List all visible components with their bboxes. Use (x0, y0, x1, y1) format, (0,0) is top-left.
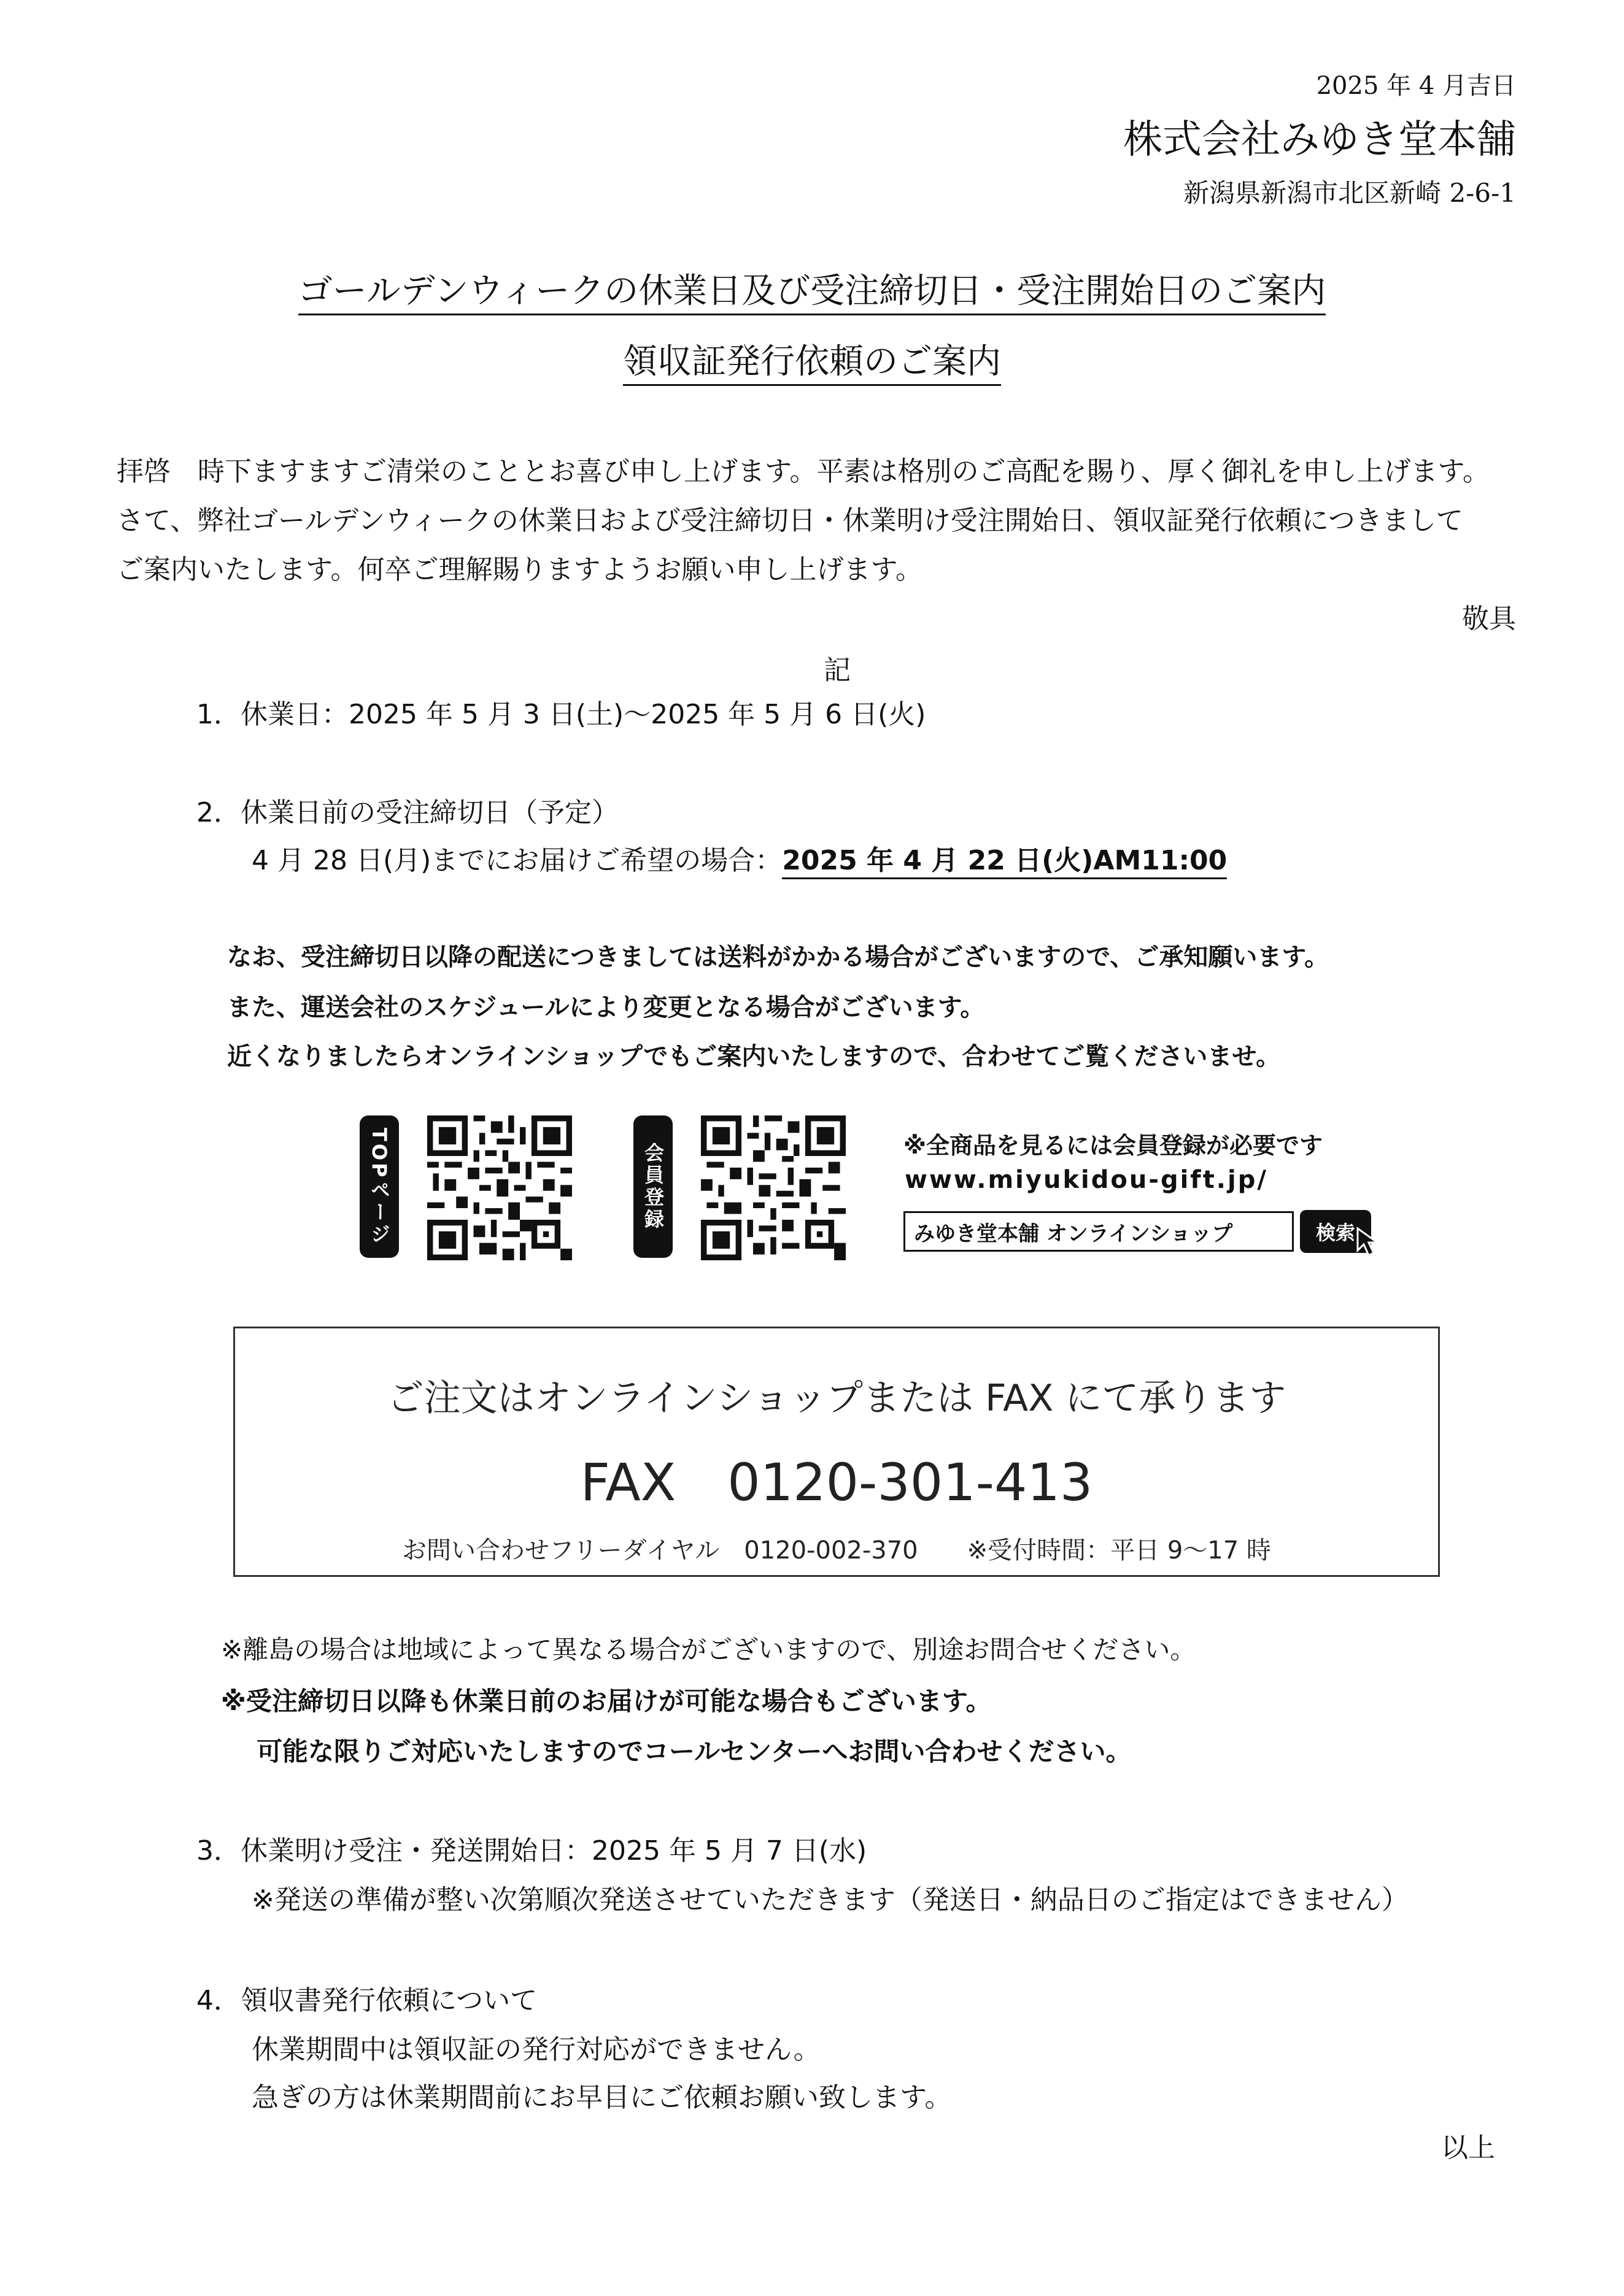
top-page-tab (360, 1115, 399, 1258)
ki-marker: 記 (824, 655, 851, 686)
member-registration-label: 会員登録 (641, 1142, 665, 1231)
order-methods-text: ご注文はオンラインショップまたは FAX にて承ります (387, 1377, 1286, 1420)
note-line-2: また、運送会社のスケジュールにより変更となる場合がございます。 (227, 993, 985, 1022)
title-line-2: 領収証発行依頼のご案内 (623, 342, 1001, 386)
note-line-1: なお、受注締切日以降の配送につきましては送料がかかる場合がございますので、ご承知願います。 (227, 943, 1329, 971)
item-2-detail (252, 838, 1227, 877)
remark-call-center: 可能な限りご対応いたしますのでコールセンターへお問い合わせください。 (257, 1736, 1132, 1766)
shop-url[interactable]: www.miyukidou-gift.jp/ (905, 1166, 1268, 1194)
cursor-arrow-icon (1355, 1226, 1386, 1258)
intro-closing: 敬具 (1462, 603, 1516, 634)
member-registration-tab (633, 1115, 673, 1258)
intro-line-3: ご案内いたします。何卒ご理解賜りますようお願い申し上げます。 (117, 554, 922, 585)
top-page-label: TOPページ (368, 1127, 391, 1246)
item-2-prefix: 4 月 28 日(月)までにお届けご希望の場合： (252, 845, 783, 876)
member-registration-qr-code[interactable] (701, 1115, 846, 1260)
remark-remote-islands: ※離島の場合は地域によって異なる場合がございますので、別途お問合せください。 (221, 1635, 1196, 1665)
order-deadline: 2025 年 4 月 22 日(火)AM11:00 (782, 845, 1227, 879)
item-3-note: ※発送の準備が整い次第順次発送させていただきます（発送日・納品日のご指定はできません） (252, 1884, 1409, 1916)
fax-number: FAX 0120-301-413 (580, 1452, 1093, 1512)
intro-line-2: さて、弊社ゴールデンウィークの休業日および受注締切日・休業明け受注開始日、領収証発行依頼につきまして (117, 505, 1463, 536)
intro-line-1: 拝啓 時下ますますご清栄のこととお喜び申し上げます。平素は格別のご高配を賜り、厚く御礼を申し上げます。 (117, 456, 1490, 487)
item-4-line-2: 急ぎの方は休業期間前にお早目にご依頼お願い致します。 (252, 2082, 952, 2113)
company-address: 新潟県新潟市北区新崎 2-6-1 (1183, 178, 1516, 208)
item-4-heading: 4．領収書発行依頼について (196, 1985, 538, 2016)
document-title (0, 264, 1624, 313)
membership-notice: ※全商品を見るには会員登録が必要です (903, 1132, 1323, 1159)
company-name: 株式会社みゆき堂本舗 (1123, 117, 1516, 163)
order-info-box (233, 1327, 1440, 1577)
search-box-text: みゆき堂本舗 オンラインショップ (914, 1221, 1233, 1246)
item-4-line-1: 休業期間中は領収証の発行対応ができません。 (252, 2034, 821, 2065)
document-subtitle (0, 334, 1624, 383)
search-button-label: 検索 (1315, 1221, 1355, 1244)
contact-freedial: お問い合わせフリーダイヤル 0120-002-370 ※受付時間：平日 9～17 時 (402, 1536, 1271, 1565)
document-end: 以上 (1441, 2132, 1495, 2163)
remark-delivery-possible: ※受注締切日以降も休業日前のお届けが可能な場合もございます。 (221, 1686, 992, 1716)
top-page-qr-code[interactable] (427, 1115, 572, 1260)
title-line-1: ゴールデンウィークの休業日及び受注締切日・受注開始日のご案内 (298, 271, 1326, 315)
note-line-3: 近くなりましたらオンラインショップでもご案内いたしますので、合わせてご覧くださいませ。 (227, 1042, 1281, 1071)
search-box[interactable] (903, 1211, 1294, 1252)
issue-date: 2025 年 4 月吉日 (1316, 72, 1516, 100)
item-1-holidays: 1．休業日：2025 年 5 月 3 日(土)～2025 年 5 月 6 日(火) (196, 699, 926, 730)
item-2-heading: 2．休業日前の受注締切日（予定） (196, 797, 619, 828)
item-3-heading: 3．休業明け受注・発送開始日：2025 年 5 月 7 日(水) (196, 1835, 867, 1866)
